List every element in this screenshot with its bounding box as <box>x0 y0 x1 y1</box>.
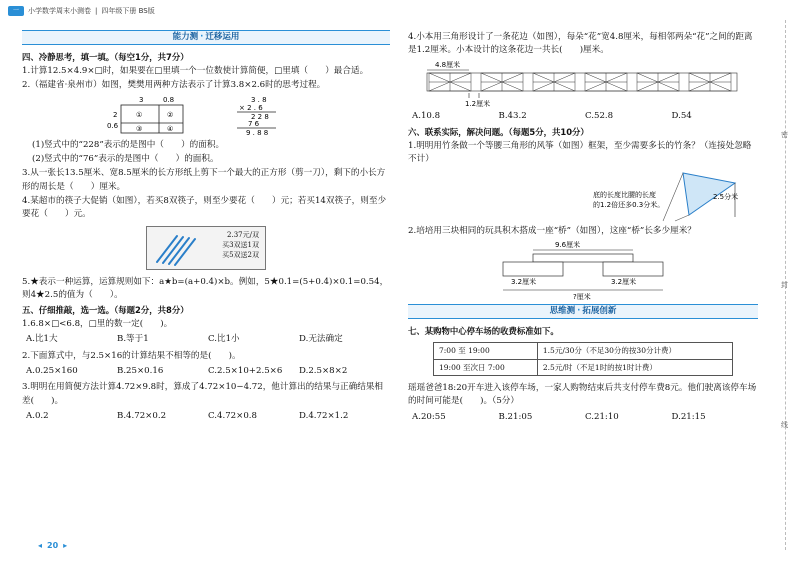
kite-note-2: 的1.2倍还多0.3分米。 <box>593 200 665 209</box>
option: D.4.72×1.2 <box>299 411 349 422</box>
option: A.0.2 <box>26 411 49 422</box>
kite-height-label: 2.5分米 <box>713 192 739 201</box>
fig-region-4: ④ <box>167 124 174 133</box>
book-edition: 四年级下册 BS版 <box>101 6 155 15</box>
part5-q1-options <box>22 333 390 346</box>
price-line-2: 买3双送1双 <box>222 240 259 249</box>
part4-q3: 3.从一张长13.5厘米、宽8.5厘米的长方形纸上剪下一个最大的正方形（剪一刀），剩下的小长方形的周长是（ ）厘米。 <box>22 168 386 192</box>
part5-q3-options <box>22 410 390 423</box>
option: A.比1大 <box>26 334 58 345</box>
multiplication-figure <box>91 95 321 137</box>
next-arrow-icon: ▸ <box>63 541 68 550</box>
table-cell: 2.5元/时（不足1时的按1时计费） <box>537 359 732 376</box>
part6-q1: 1.明明用竹条做一个等腰三角形的风筝（如图）框架，至少需要多长的竹条？（连接处忽略不计） <box>408 140 752 165</box>
table-cell: 19:00 至次日 7:00 <box>434 359 538 376</box>
table-row <box>434 342 733 359</box>
option: B.25×0.16 <box>117 366 164 377</box>
option: A.20:55 <box>412 411 446 422</box>
option: B.4.72×0.2 <box>117 411 167 422</box>
book-title: 小学数学周末小测卷 <box>28 6 91 15</box>
part4-title: 四、冷静思考，填一填。（每空1分，共7分） <box>22 52 189 62</box>
option: B.21:05 <box>498 411 533 422</box>
banner-subtitle: 拓展创新 <box>582 305 617 316</box>
side-label-mi: 密 <box>781 131 788 139</box>
calc-r2: × 2 . 6 <box>239 103 263 112</box>
option: C.21:10 <box>585 411 619 422</box>
part5-q3: 3.明明在用简便方法计算4.72×9.8时，算成了4.72×10−4.72，他计算出的结果与正确结果相差( )。 <box>22 382 384 406</box>
fig-region-1: ① <box>136 110 143 119</box>
lace-gap-label: 1.2厘米 <box>465 99 491 108</box>
part5-q2: 2.下面算式中，与2.5×16的计算结果不相等的是( )。 <box>22 350 241 361</box>
header-divider: | <box>95 6 98 15</box>
series-logo: 一 <box>8 6 24 16</box>
option: C.2.5×10+2.5×6 <box>208 366 283 377</box>
option: D.21:15 <box>671 411 706 422</box>
part4-q5: 5.★表示一种运算，运算规则如下：a★b=(a+0.4)×b。例如，5★0.1=(5+0.4)×0.1=0.54，则4★2.5的值为（ ）。 <box>22 276 389 300</box>
bridge-right-label: 3.2厘米 <box>611 277 637 286</box>
table-row <box>434 359 733 376</box>
option: D.2.5×8×2 <box>299 366 348 377</box>
fig-top-08: 0.8 <box>163 95 175 104</box>
fig-region-3: ③ <box>136 124 143 133</box>
right-q4-options <box>408 110 758 123</box>
left-column <box>22 30 390 426</box>
part4-q1: 1.计算12.5×4.9×□时，如果要在□里填一个一位数使计算简便，□里填（ ）最合适。 <box>22 66 369 77</box>
calc-r4: 7 6 <box>248 119 260 128</box>
banner-name: 能力测 <box>172 31 199 42</box>
option: B.43.2 <box>498 110 527 121</box>
right-q4: 4.小本用三角形设计了一条花边（如图），每朵“花”宽4.8厘米，每相邻两朵“花”之间的距离是1.2厘米。小本设计的这条花边一共长( )厘米。 <box>408 32 753 56</box>
part6-q2: 2.培培用三块相同的玩具积木搭成一座“桥”（如图），这座“桥”长多少厘米？ <box>408 225 696 236</box>
part4-q4: 4.某超市的筷子大促销（如图），若买8双筷子，则至少要花（ ）元；若买14双筷子，则至少要花（ ）元。 <box>22 195 387 220</box>
lace-border-figure <box>423 60 743 108</box>
bridge-left-label: 3.2厘米 <box>511 277 537 286</box>
prev-arrow-icon: ◂ <box>38 541 43 550</box>
parking-fee-table <box>433 342 733 376</box>
chopsticks-promo <box>146 226 266 270</box>
banner-dot: · <box>200 31 204 42</box>
calc-r5: 9 . 8 8 <box>246 128 269 137</box>
kite-figure <box>413 169 753 223</box>
page-footer <box>38 540 67 552</box>
right-column <box>408 30 758 427</box>
part5-q2-options <box>22 365 390 378</box>
table-cell: 1.5元/30分（不足30分的按30分计费） <box>537 342 732 359</box>
option: B.等于1 <box>117 334 149 345</box>
price-line-3: 买5双送2双 <box>222 250 259 259</box>
page-number: 20 <box>47 541 59 550</box>
chopsticks-icon <box>153 232 199 266</box>
option: A.10.8 <box>412 110 441 121</box>
banner-subtitle: 迁移运用 <box>205 31 240 42</box>
part7-title: 七、某购物中心停车场的收费标准如下。 <box>408 325 559 336</box>
section-banner-ability <box>22 30 390 45</box>
bridge-bottom-label: ?厘米 <box>573 292 591 301</box>
part4-q2-sub1: (1)竖式中的“228”表示的是图中（ ）的面积。 <box>32 139 225 150</box>
part7-question: 瑶瑶爸爸18:20开车进入该停车场，一家人购物结束后共支付停车费8元。他们驶离该停车场的时间可能是( )。（5分） <box>408 383 757 407</box>
part4-q2-sub2: (2)竖式中的“76”表示的是图中（ ）的面积。 <box>32 153 219 164</box>
fig-left-2: 2 <box>113 110 118 119</box>
section-banner-thinking <box>408 304 758 319</box>
calc-r3: 2 2 8 <box>251 112 269 121</box>
bridge-figure <box>483 240 683 302</box>
option: D.无法确定 <box>299 334 343 345</box>
part5-title: 五、仔细推敲，选一选。（每题2分，共8分） <box>22 305 189 316</box>
fig-left-06: 0.6 <box>107 121 119 130</box>
bridge-top-label: 9.6厘米 <box>555 240 581 249</box>
part7-options <box>408 411 758 424</box>
option: C.4.72×0.8 <box>208 411 258 422</box>
side-label-xian: 线 <box>781 421 788 429</box>
fig-top-3: 3 <box>139 95 144 104</box>
part4-q2: 2.（福建省·泉州市）如图，樊樊用两种方法表示了计算3.8×2.6时的思考过程。 <box>22 80 326 91</box>
banner-name: 思维测 <box>549 305 576 316</box>
fig-region-2: ② <box>167 110 174 119</box>
calc-r1: 3 . 8 <box>251 95 267 104</box>
part5-q1: 1.6.8×□<6.8，□里的数一定( )。 <box>22 319 173 330</box>
banner-dot: · <box>577 305 581 316</box>
page-header <box>8 4 155 18</box>
kite-note-1: 底的长度比腰的长度 <box>593 190 656 199</box>
option: C.比1小 <box>208 334 240 345</box>
option: D.54 <box>671 110 692 121</box>
lace-width-label: 4.8厘米 <box>435 60 461 69</box>
side-label-feng: 封 <box>781 281 788 289</box>
price-line-1: 2.37元/双 <box>227 230 259 239</box>
part6-title: 六、联系实际，解决问题。（每题5分，共10分） <box>408 126 589 137</box>
option: A.0.25×160 <box>26 366 78 377</box>
area-model-rect <box>121 105 183 133</box>
option: C.52.8 <box>585 110 614 121</box>
table-cell: 7:00 至 19:00 <box>434 342 538 359</box>
